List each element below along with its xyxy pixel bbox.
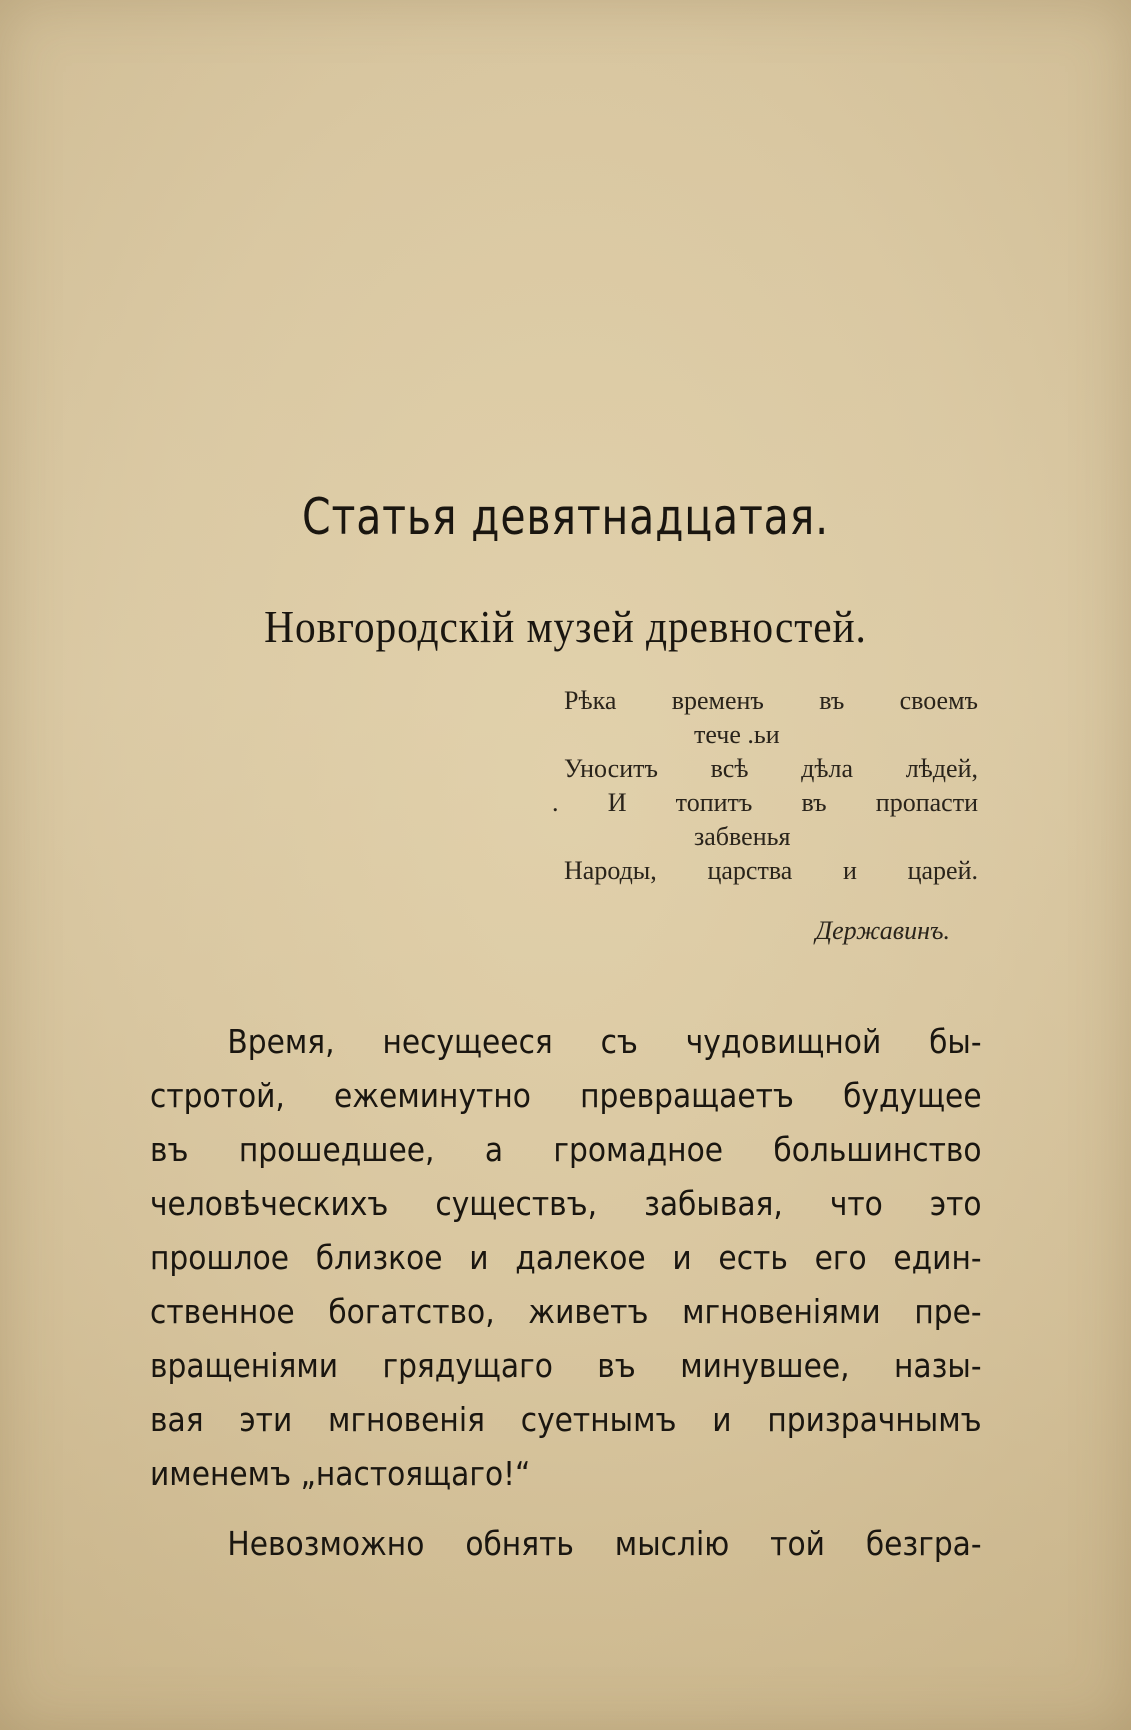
epigraph-line: Народы, царства и царей. <box>564 856 978 885</box>
epigraph-line: Рѣка временъ въ своемъ <box>564 686 978 715</box>
text-line: стротой, ежеминутно превращаетъ будущее <box>150 1076 982 1115</box>
text-line: именемъ „настоящаго!“ <box>150 1454 531 1493</box>
epigraph-line: забвенья <box>694 822 791 851</box>
text-line: вращеніями грядущаго въ минувшее, назы- <box>150 1346 982 1385</box>
text-line: вая эти мгновенія суетнымъ и призрачнымъ <box>150 1400 982 1439</box>
epigraph-line: тече .ьи <box>694 720 780 749</box>
epigraph-line: . И топитъ въ пропасти <box>552 788 978 817</box>
text-line: Время, несущееся съ чудовищной бы- <box>227 1022 982 1061</box>
text-line: ственное богатство, живетъ мгновеніями пре- <box>150 1292 982 1331</box>
epigraph-author: Державинъ. <box>815 916 950 945</box>
epigraph-line: Уноситъ всѣ дѣла лѣдей, <box>564 754 978 783</box>
text-line: Невозможно обнять мыслію той безгра- <box>227 1524 982 1563</box>
chapter-title: Статья девятнадцатая. <box>302 488 829 546</box>
text-line: прошлое близкое и далекое и есть его един- <box>150 1238 982 1277</box>
text-line: въ прошедшее, а громадное большинство <box>150 1130 982 1169</box>
text-line: человѣческихъ существъ, забывая, что это <box>150 1184 982 1223</box>
chapter-subtitle: Новгородскій музей древностей. <box>264 601 867 652</box>
epigraph <box>552 684 978 945</box>
body-text <box>150 1015 982 1571</box>
